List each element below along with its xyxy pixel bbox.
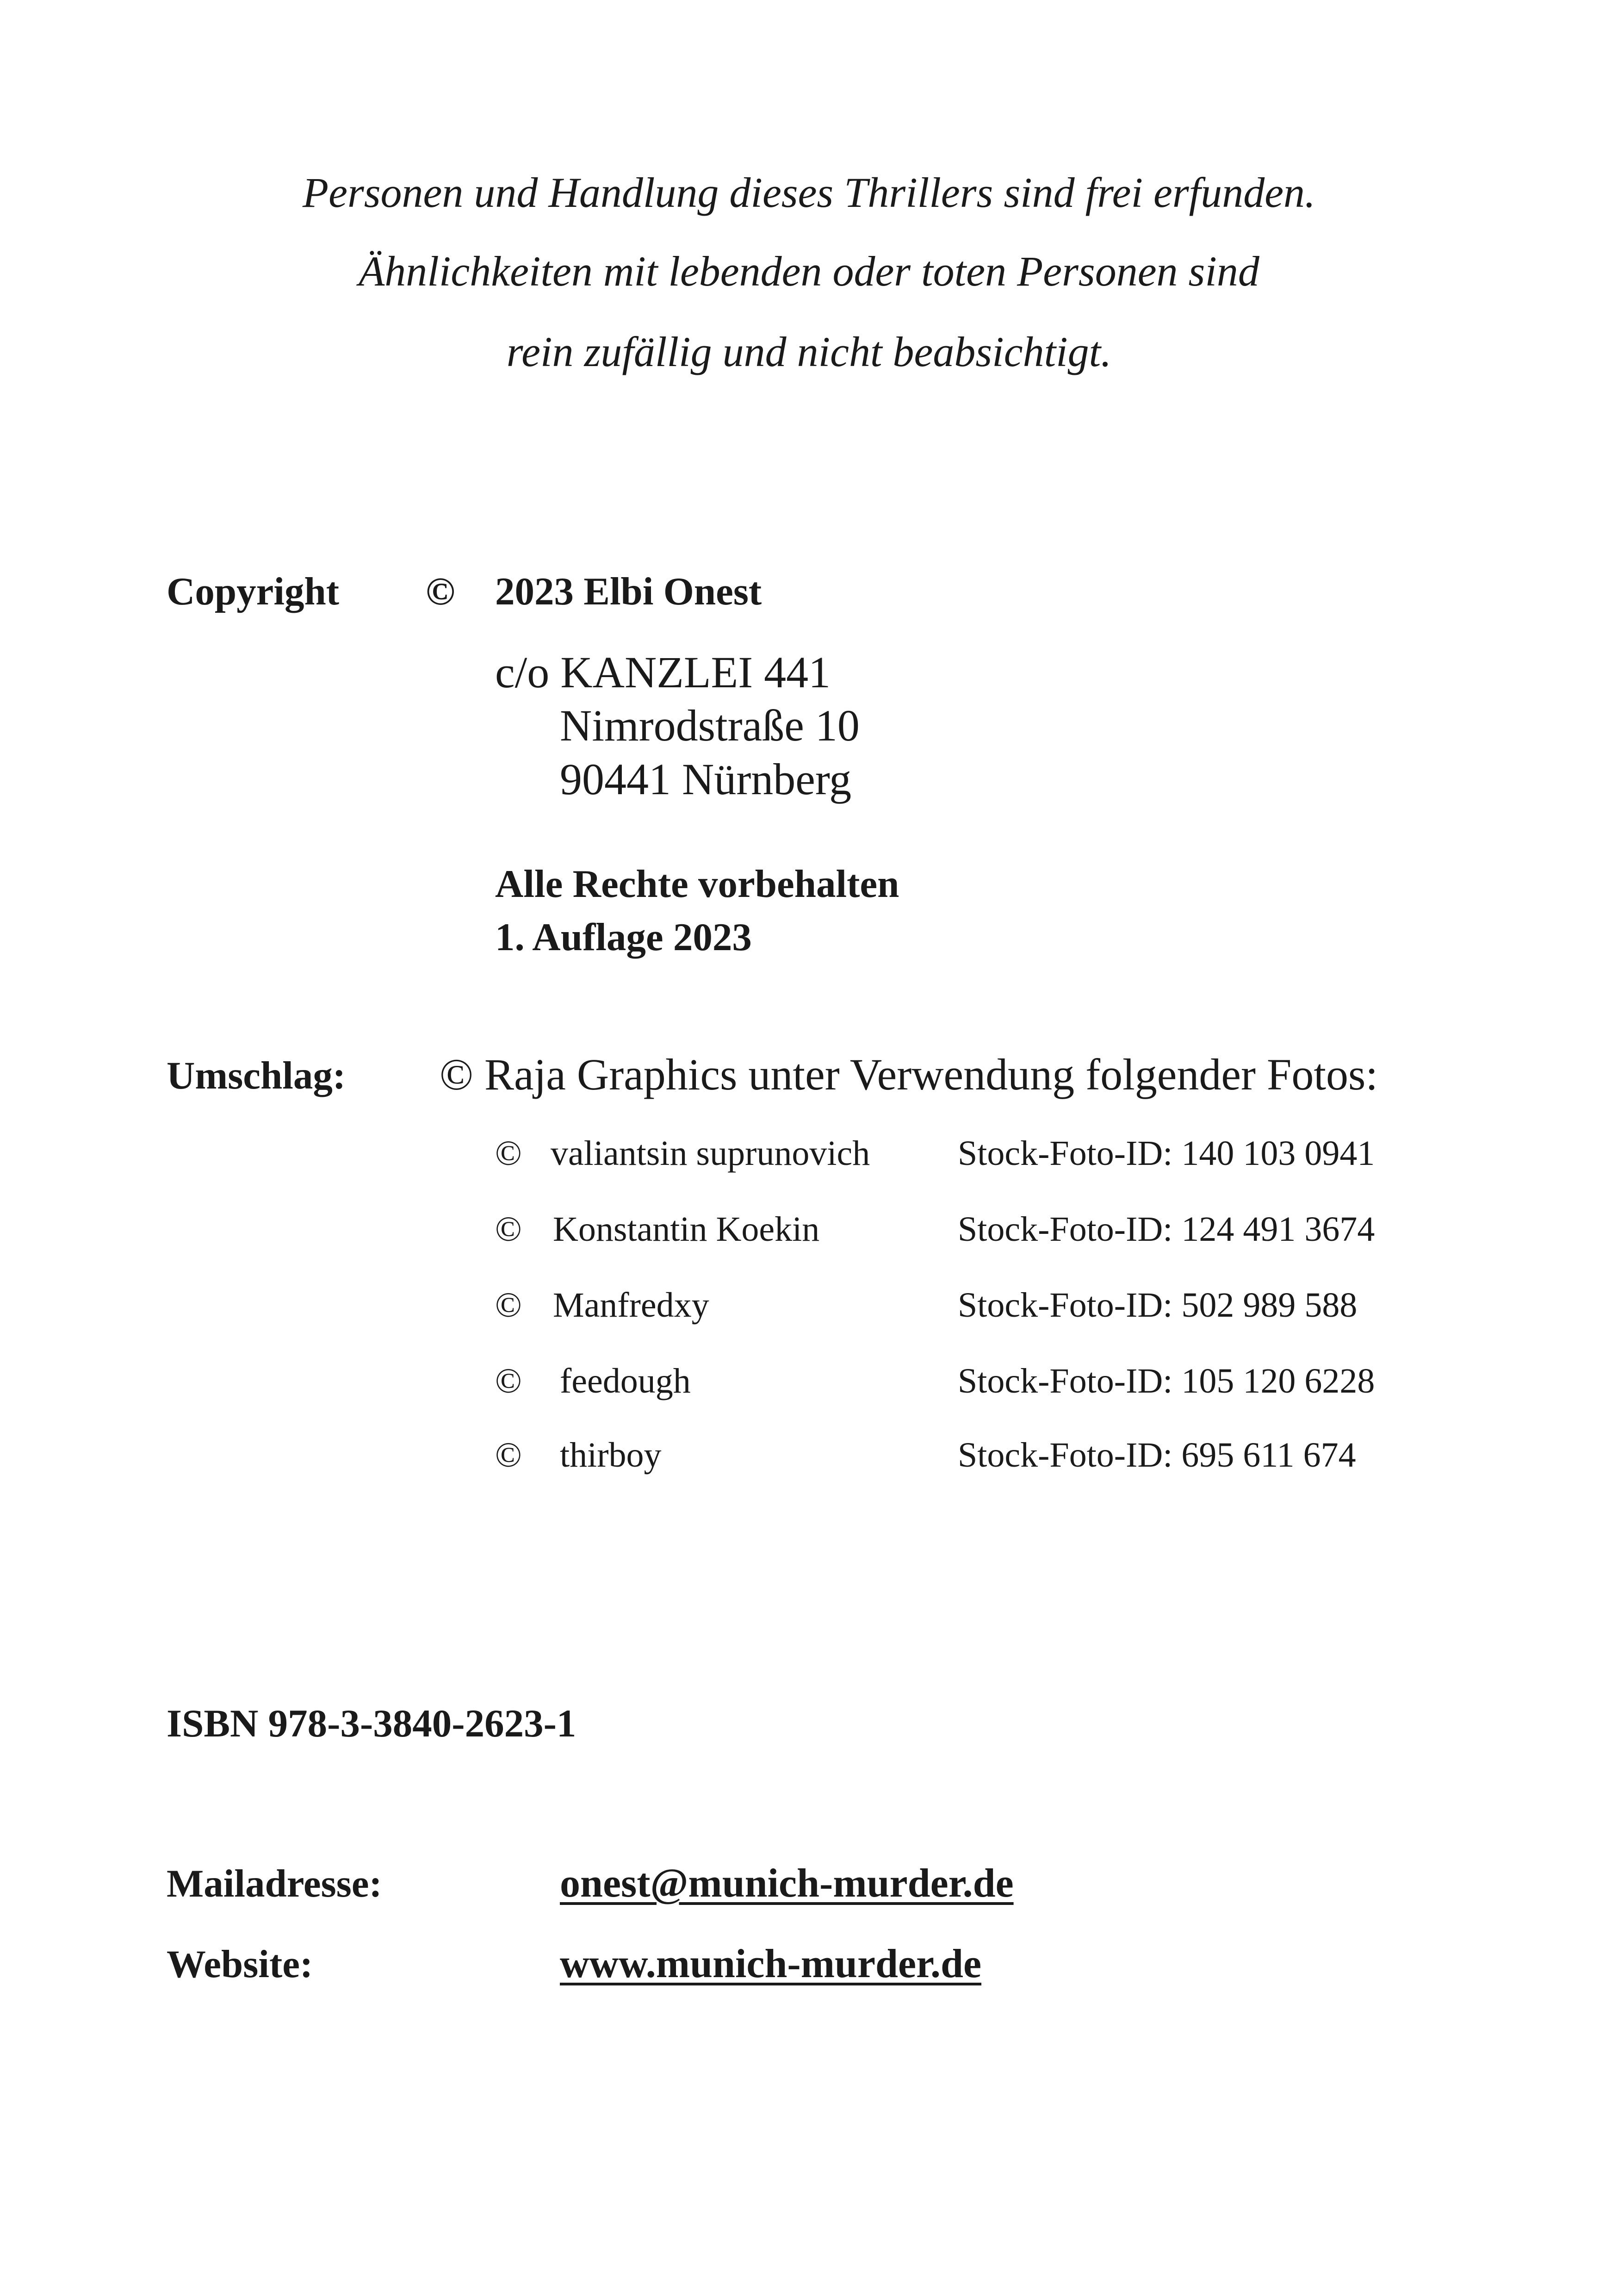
copyright-symbol: © — [426, 570, 455, 613]
photo-credit-name: Manfredxy — [553, 1286, 709, 1325]
photo-credit-name: Konstantin Koekin — [553, 1210, 820, 1249]
photo-credit-symbol: © — [495, 1362, 522, 1400]
edition-statement: 1. Auflage 2023 — [495, 915, 752, 959]
website-link[interactable]: www.munich-murder.de — [560, 1941, 982, 1986]
photo-credit-id: Stock-Foto-ID: 105 120 6228 — [958, 1362, 1375, 1400]
disclaimer-line-1: Personen und Handlung dieses Thrillers sind frei erfunden. — [302, 169, 1316, 216]
website-label: Website: — [167, 1942, 313, 1986]
address-line-3: 90441 Nürnberg — [560, 754, 852, 804]
address-line-2: Nimrodstraße 10 — [560, 701, 860, 750]
photo-credit-name: thirboy — [560, 1436, 662, 1475]
copyright-holder: 2023 Elbi Onest — [495, 570, 762, 613]
photo-credit-id: Stock-Foto-ID: 140 103 0941 — [958, 1134, 1375, 1173]
photo-credit-symbol: © — [495, 1134, 522, 1173]
photo-credit-name: valiantsin suprunovich — [551, 1134, 870, 1173]
disclaimer-line-3: rein zufällig und nicht beabsichtigt. — [506, 328, 1112, 375]
photo-credit-name: feedough — [560, 1362, 691, 1400]
photo-credit-symbol: © — [495, 1286, 522, 1325]
copyright-label: Copyright — [167, 570, 340, 613]
cover-intro: © Raja Graphics unter Verwendung folgender Fotos: — [440, 1050, 1378, 1099]
disclaimer-line-2: Ähnlichkeiten mit lebenden oder toten Personen sind — [359, 248, 1259, 295]
photo-credit-id: Stock-Foto-ID: 124 491 3674 — [958, 1210, 1375, 1249]
photo-credit-id: Stock-Foto-ID: 502 989 588 — [958, 1286, 1358, 1325]
photo-credit-symbol: © — [495, 1210, 522, 1249]
address-line-1: c/o KANZLEI 441 — [495, 647, 831, 697]
photo-credit-symbol: © — [495, 1436, 522, 1475]
rights-statement: Alle Rechte vorbehalten — [495, 862, 899, 906]
photo-credit-id: Stock-Foto-ID: 695 611 674 — [958, 1436, 1356, 1475]
email-link[interactable]: onest@munich-murder.de — [560, 1861, 1014, 1906]
cover-label: Umschlag: — [167, 1054, 346, 1097]
isbn: ISBN 978-3-3840-2623-1 — [167, 1702, 577, 1745]
mail-label: Mailadresse: — [167, 1862, 382, 1905]
